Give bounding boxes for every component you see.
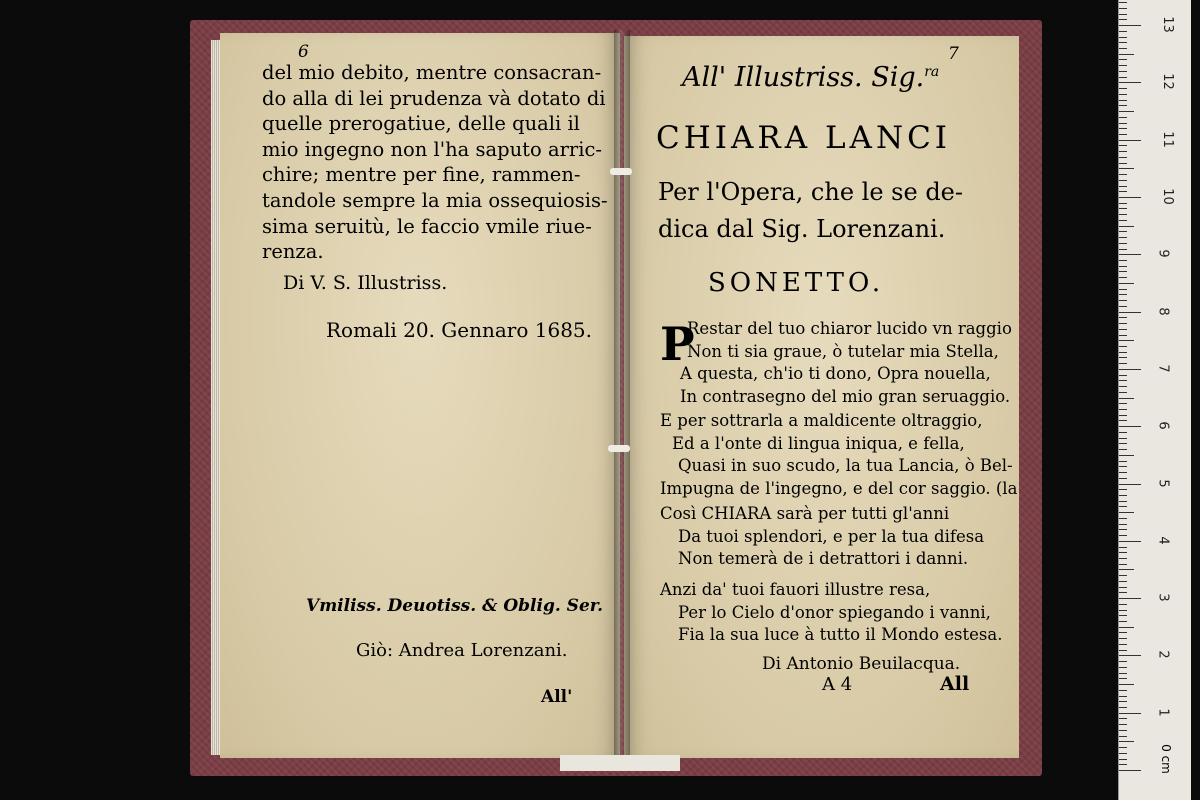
ruler-tick — [1119, 145, 1127, 146]
stanza-4 — [660, 579, 1002, 647]
dedication-line: dica dal Sig. Lorenzani. — [658, 215, 946, 243]
ruler-number: 1 — [1155, 708, 1171, 717]
ruler-tick — [1119, 403, 1127, 404]
ruler-tick — [1119, 283, 1134, 284]
ruler-tick — [1119, 690, 1127, 691]
ruler-tick — [1119, 140, 1141, 141]
ruler-tick — [1119, 529, 1127, 530]
sonnet-title: SONETTO. — [708, 268, 885, 298]
ruler-tick — [1119, 661, 1127, 662]
ruler-tick — [1119, 323, 1127, 324]
heading-line — [682, 62, 939, 93]
body-line: sima seruitù, le faccio vmile riue- — [262, 214, 592, 238]
ruler-tick — [1119, 168, 1134, 169]
ruler-tick — [1119, 495, 1127, 496]
ruler-tick — [1119, 747, 1127, 748]
ruler-tick — [1119, 231, 1127, 232]
ruler-tick — [1119, 552, 1127, 553]
closing-line: Vmiliss. Deuotiss. & Oblig. Ser. — [306, 596, 604, 616]
ruler-tick — [1119, 707, 1127, 708]
ruler-tick — [1119, 696, 1127, 697]
verse-line: Così CHIARA sarà per tutti gl'anni — [660, 504, 950, 523]
ruler-number: 8 — [1155, 306, 1171, 316]
ruler-tick — [1119, 266, 1127, 267]
ruler-tick — [1119, 237, 1127, 238]
ruler-tick — [1119, 426, 1141, 427]
page-number-left: 6 — [298, 42, 309, 62]
drop-cap: P — [660, 317, 695, 371]
ruler-number: 10 — [1159, 188, 1175, 205]
verse-line: Da tuoi splendori, e per la tua difesa — [678, 526, 985, 546]
ruler-tick — [1119, 2, 1127, 3]
ruler-tick — [1119, 461, 1127, 462]
heading-text: All' Illustriss. Sig. — [682, 62, 925, 93]
ruler-tick — [1119, 249, 1127, 250]
verse-line: A questa, ch'io ti dono, Opra nouella, — [680, 364, 991, 384]
ruler-tick — [1119, 764, 1127, 765]
ruler-tick — [1119, 77, 1127, 78]
signature-mark: A 4 — [822, 674, 853, 695]
ruler-tick — [1119, 363, 1127, 364]
ruler-tick — [1119, 19, 1127, 20]
ruler-tick — [1119, 655, 1141, 656]
ruler-tick — [1119, 31, 1127, 32]
ruler-tick — [1119, 163, 1127, 164]
verse-line: Anzi da' tuoi fauori illustre resa, — [660, 580, 931, 599]
ruler-tick — [1119, 667, 1127, 668]
ruler-tick — [1119, 59, 1127, 60]
ruler-tick — [1119, 243, 1127, 244]
ruler-tick — [1119, 627, 1134, 628]
ruler-tick — [1119, 575, 1127, 576]
ruler-tick — [1119, 289, 1127, 290]
body-line: renza. — [262, 240, 324, 264]
ruler-tick — [1119, 581, 1127, 582]
ruler-tick — [1119, 409, 1127, 410]
ruler-tick — [1119, 134, 1127, 135]
ruler-tick — [1119, 346, 1127, 347]
ruler-number: 3 — [1155, 593, 1171, 602]
ruler-tick — [1119, 329, 1127, 330]
ruler-tick — [1119, 718, 1127, 719]
ruler-tick — [1119, 352, 1127, 353]
verse-line: Ed a l'onte di lingua iniqua, e fella, — [672, 433, 965, 453]
ruler-tick — [1119, 587, 1127, 588]
signature-line: Giò: Andrea Lorenzani. — [356, 640, 568, 661]
ruler-tick — [1119, 294, 1127, 295]
verse-line: Quasi in suo scudo, la tua Lancia, ò Bel- — [678, 456, 1013, 476]
ruler-tick — [1119, 524, 1127, 525]
ruler-tick — [1119, 88, 1127, 89]
ruler-tick — [1119, 501, 1127, 502]
ruler-tick — [1119, 208, 1127, 209]
ruler-tick — [1119, 312, 1141, 313]
ruler-tick — [1119, 701, 1127, 702]
ruler-number: 6 — [1155, 421, 1171, 430]
ruler-tick — [1119, 174, 1127, 175]
ruler-tick — [1119, 564, 1127, 565]
letter-body — [262, 60, 608, 265]
ruler-tick — [1119, 94, 1127, 95]
ruler-tick — [1119, 191, 1127, 192]
ruler-number: 5 — [1155, 478, 1171, 488]
ruler-tick — [1119, 518, 1127, 519]
catchword-right: All — [940, 673, 970, 695]
ruler-tick — [1119, 650, 1127, 651]
ruler-tick — [1119, 157, 1127, 158]
ruler-tick — [1119, 14, 1127, 15]
ruler-tick — [1119, 478, 1127, 479]
ruler-tick — [1119, 472, 1127, 473]
ruler-tick — [1119, 547, 1127, 548]
ruler-tick — [1119, 42, 1127, 43]
ruler-tick — [1119, 128, 1127, 129]
ruler-tick — [1119, 277, 1127, 278]
ruler-number: 4 — [1155, 536, 1171, 545]
verse-line: Per lo Cielo d'onor spiegando i vanni, — [678, 602, 991, 622]
verse-line: Restar del tuo chiaror lucido vn raggio — [687, 319, 1012, 338]
body-line: del mio debito, mentre consacran- — [262, 61, 602, 84]
ruler-number: 13 — [1159, 16, 1175, 33]
heading-superscript: ra — [924, 64, 940, 80]
ruler-tick — [1119, 340, 1134, 341]
ruler-tick — [1119, 455, 1134, 456]
ruler-tick — [1119, 8, 1127, 9]
ruler-tick — [1119, 82, 1141, 83]
verse-line: E per sottrarla a maldicente oltraggio, — [660, 411, 983, 430]
verse-line: Non temerà de i detrattori i danni. — [678, 549, 969, 569]
ruler-tick — [1119, 569, 1134, 570]
ruler-tick — [1119, 369, 1141, 370]
ruler-tick — [1119, 632, 1127, 633]
ruler-tick — [1119, 357, 1127, 358]
ruler-tick — [1119, 621, 1127, 622]
ruler-tick — [1119, 684, 1134, 685]
ruler-tick — [1119, 203, 1127, 204]
stanza-2 — [660, 410, 1017, 500]
ruler-tick — [1119, 432, 1127, 433]
ruler-tick — [1119, 271, 1127, 272]
verse-line: In contrasegno del mio gran seruaggio. — [680, 386, 1011, 406]
ruler-tick — [1119, 151, 1127, 152]
ruler-tick — [1119, 506, 1127, 507]
ruler-tick — [1119, 111, 1134, 112]
ruler-tick — [1119, 512, 1134, 513]
ruler-tick — [1119, 466, 1127, 467]
ruler-tick — [1119, 260, 1127, 261]
binding-thread — [608, 445, 630, 452]
ruler-tick — [1119, 449, 1127, 450]
ruler-tick — [1119, 254, 1141, 255]
ruler-tick — [1119, 484, 1141, 485]
ruler-tick — [1119, 380, 1127, 381]
ruler-tick — [1119, 392, 1127, 393]
verse-line: Non ti sia graue, ò tutelar mia Stella, — [687, 341, 999, 361]
ruler-tick — [1119, 730, 1127, 731]
ruler-tick — [1119, 678, 1127, 679]
body-line: chire; mentre per fine, rammen- — [262, 163, 581, 187]
ruler-tick — [1119, 770, 1141, 771]
ruler-tick — [1119, 180, 1127, 181]
addressee-line: Di V. S. Illustriss. — [283, 272, 448, 294]
ruler-tick — [1119, 117, 1127, 118]
ruler-tick — [1119, 335, 1127, 336]
verse-line: Impugna de l'ingegno, e del cor saggio. (la — [660, 478, 1018, 498]
ruler-tick — [1119, 615, 1127, 616]
ruler-tick — [1119, 100, 1127, 101]
ruler-tick — [1119, 489, 1127, 490]
ruler-tick — [1119, 54, 1134, 55]
measuring-ruler — [1118, 0, 1191, 800]
ruler-number: 2 — [1155, 650, 1171, 660]
binding-thread — [610, 168, 632, 175]
ruler-tick — [1119, 741, 1134, 742]
ruler-tick — [1119, 438, 1127, 439]
ruler-tick — [1119, 25, 1141, 26]
ruler-tick — [1119, 65, 1127, 66]
ruler-tick — [1119, 398, 1134, 399]
author-line: Di Antonio Beuilacqua. — [762, 654, 961, 674]
ruler-tick — [1119, 123, 1127, 124]
ruler-number: 12 — [1159, 73, 1175, 91]
dedicatee-name: CHIARA LANCI — [656, 120, 952, 156]
ruler-tick — [1119, 214, 1127, 215]
ruler-tick — [1119, 71, 1127, 72]
ruler-number: 9 — [1155, 249, 1171, 258]
ruler-tick — [1119, 197, 1141, 198]
ruler-tick — [1119, 300, 1127, 301]
date-line: Romali 20. Gennaro 1685. — [326, 318, 593, 342]
book-spine — [614, 30, 630, 765]
ruler-tick — [1119, 713, 1141, 714]
body-line: quelle prerogatiue, delle quali il — [262, 112, 580, 136]
ruler-tick — [1119, 610, 1127, 611]
ruler-tick — [1119, 541, 1141, 542]
ruler-tick — [1119, 604, 1127, 605]
ruler-number: 11 — [1159, 130, 1175, 148]
ruler-tick — [1119, 306, 1127, 307]
body-line: mio ingegno non l'ha saputo arric- — [262, 137, 602, 161]
spine-cloth — [560, 755, 680, 771]
stanza-3 — [660, 503, 984, 571]
ruler-tick — [1119, 736, 1127, 737]
ruler-tick — [1119, 759, 1127, 760]
ruler-tick — [1119, 443, 1127, 444]
body-line: do alla di lei prudenza và dotato di — [262, 86, 606, 110]
ruler-tick — [1119, 220, 1127, 221]
ruler-number: 7 — [1155, 364, 1171, 373]
ruler-tick — [1119, 37, 1127, 38]
ruler-tick — [1119, 317, 1127, 318]
ruler-unit-label: 0 cm — [1158, 744, 1173, 774]
ruler-tick — [1119, 598, 1141, 599]
ruler-tick — [1119, 105, 1127, 106]
ruler-tick — [1119, 673, 1127, 674]
catchword-left: All' — [541, 687, 573, 707]
ruler-tick — [1119, 226, 1134, 227]
ruler-tick — [1119, 592, 1127, 593]
ruler-tick — [1119, 644, 1127, 645]
ruler-tick — [1119, 638, 1127, 639]
ruler-tick — [1119, 558, 1127, 559]
ruler-tick — [1119, 535, 1127, 536]
verse-line: Fia la sua luce à tutto il Mondo estesa. — [678, 625, 1003, 645]
ruler-tick — [1119, 724, 1127, 725]
ruler-tick — [1119, 420, 1127, 421]
ruler-tick — [1119, 48, 1127, 49]
ruler-tick — [1119, 386, 1127, 387]
body-line: tandole sempre la mia ossequiosis- — [262, 188, 608, 212]
stanza-1 — [680, 318, 1012, 408]
ruler-tick — [1119, 186, 1127, 187]
page-number-right: 7 — [948, 44, 959, 64]
ruler-tick — [1119, 375, 1127, 376]
dedication-line: Per l'Opera, che le se de- — [658, 178, 963, 206]
ruler-tick — [1119, 415, 1127, 416]
ruler-tick — [1119, 753, 1127, 754]
